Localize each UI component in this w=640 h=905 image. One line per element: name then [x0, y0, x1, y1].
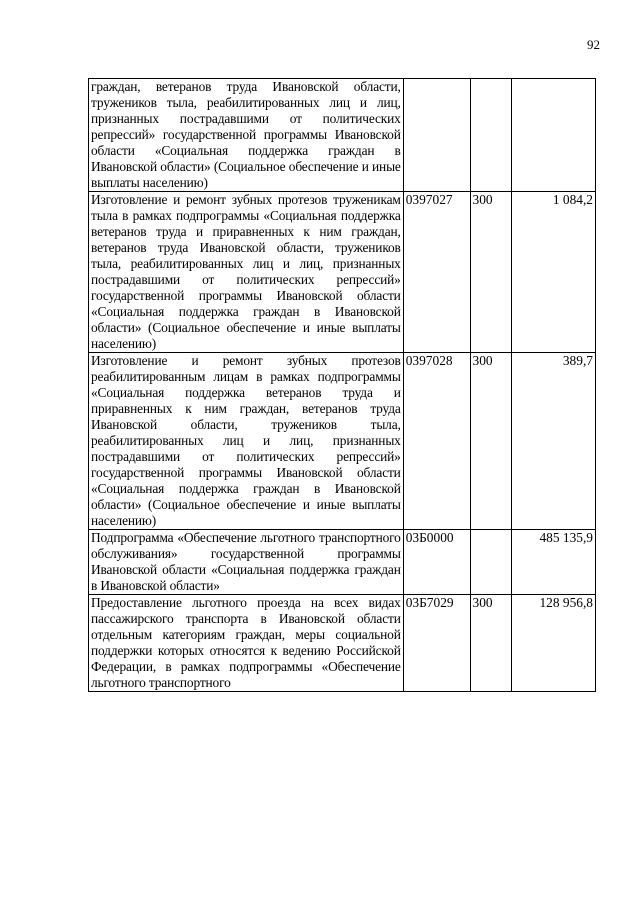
- row-type-cell: [470, 79, 511, 192]
- row-type-cell: 300: [470, 192, 511, 353]
- row-code-cell: 0397028: [403, 353, 470, 530]
- row-name-cell: граждан, ветеранов труда Ивановской области, тружеников тыла, реабилитированных лиц и лиц, признанных пострадавшими от политических репрессий» государственной программы Ивановской области «Социальная поддержка граждан в Ивановской области» (Социальное обеспечение и иные выплаты населению): [89, 79, 404, 192]
- row-sum-cell: 1 084,2: [511, 192, 595, 353]
- row-type-cell: 300: [470, 353, 511, 530]
- row-code-cell: 0397027: [403, 192, 470, 353]
- table-row: [89, 353, 596, 530]
- row-name-cell: Предоставление льготного проезда на всех видах пассажирского транспорта в Ивановской области отдельным категориям граждан, меры социальной поддержки которых относятся к ведению Российской Федерации, в рамках подпрограммы «Обеспечение льготного транспортного: [89, 595, 404, 692]
- row-sum-cell: 485 135,9: [511, 530, 595, 595]
- table-row: [89, 595, 596, 692]
- row-name-cell: Изготовление и ремонт зубных протезов реабилитированным лицам в рамках подпрограммы «Социальная поддержка ветеранов труда и приравненных к ним граждан, ветеранов труда Ивановской области, тружеников тыла, реабилитированных лиц и лиц, признанных пострадавшими от политических репрессий» государственной программы Ивановской области «Социальная поддержка граждан в Ивановской области» (Социальное обеспечение и иные выплаты населению): [89, 353, 404, 530]
- row-code-cell: 03Б7029: [403, 595, 470, 692]
- table-row: [89, 79, 596, 192]
- budget-table: [88, 78, 596, 692]
- row-code-cell: 03Б0000: [403, 530, 470, 595]
- row-name-cell: Изготовление и ремонт зубных протезов труженикам тыла в рамках подпрограммы «Социальная поддержка ветеранов труда и приравненных к ним граждан, ветеранов труда Ивановской области, тружеников тыла, реабилитированных лиц и лиц, признанных пострадавшими от политических репрессий» государственной программы Ивановской области «Социальная поддержка граждан в Ивановской области» (Социальное обеспечение и иные выплаты населению): [89, 192, 404, 353]
- row-code-cell: [403, 79, 470, 192]
- row-sum-cell: 389,7: [511, 353, 595, 530]
- row-type-cell: 300: [470, 595, 511, 692]
- row-type-cell: [470, 530, 511, 595]
- row-name-cell: Подпрограмма «Обеспечение льготного транспортного обслуживания» государственной программы Ивановской области «Социальная поддержка граждан в Ивановской области»: [89, 530, 404, 595]
- row-sum-cell: 128 956,8: [511, 595, 595, 692]
- page-number: 92: [587, 37, 600, 52]
- table-row: [89, 192, 596, 353]
- row-sum-cell: [511, 79, 595, 192]
- table-row: [89, 530, 596, 595]
